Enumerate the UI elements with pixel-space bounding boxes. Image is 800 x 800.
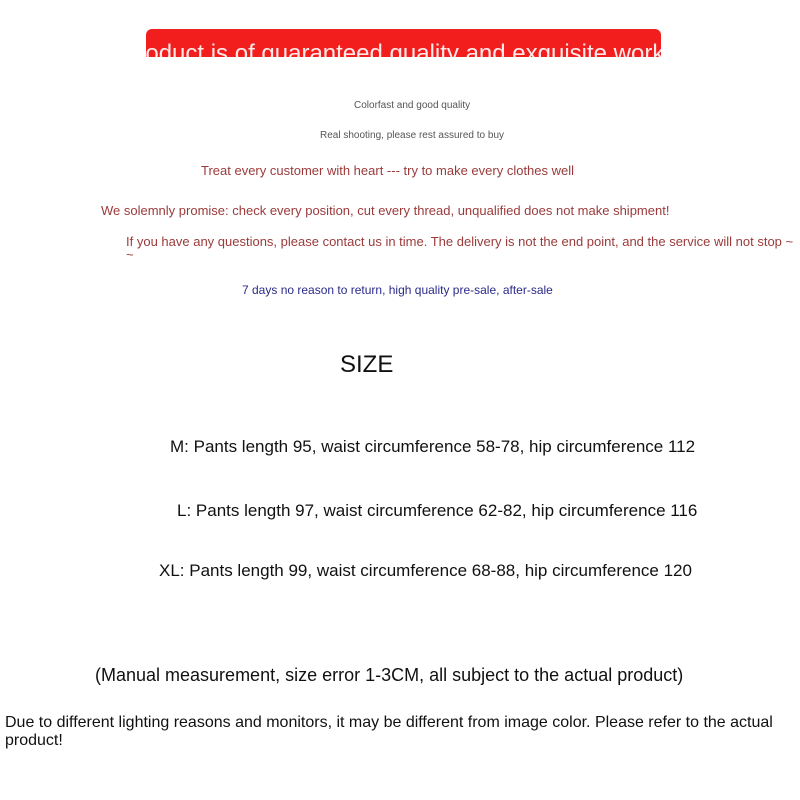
tagline-colorfast: Colorfast and good quality (354, 100, 471, 111)
promise-treat-customers: Treat every customer with heart --- try to make every clothes well (201, 163, 575, 178)
measurement-note: (Manual measurement, size error 1-3CM, all subject to the actual product) (95, 665, 684, 685)
size-row-xl: XL: Pants length 99, waist circumference 68-88, hip circumference 120 (159, 561, 692, 580)
color-disclaimer: Due to different lighting reasons and monitors, it may be different from image color. Please refer to the actual product! (5, 714, 773, 749)
size-row-l: L: Pants length 97, waist circumference 62-82, hip circumference 116 (177, 501, 698, 520)
promise-questions: If you have any questions, please contact us in time. The delivery is not the end point, and the service will not stop ~ ~ (126, 234, 794, 262)
promise-returns: 7 days no reason to return, high quality pre-sale, after-sale (242, 283, 553, 297)
banner-text: This product is of guaranteed quality and exquisite workmanship (72, 40, 756, 67)
tagline-real-shooting: Real shooting, please rest assured to buy (320, 130, 504, 141)
size-title: SIZE (340, 351, 394, 378)
size-row-m: M: Pants length 95, waist circumference 58-78, hip circumference 112 (170, 437, 696, 456)
promise-solemn: We solemnly promise: check every position, cut every thread, unqualified does not make shipment! (101, 203, 670, 218)
